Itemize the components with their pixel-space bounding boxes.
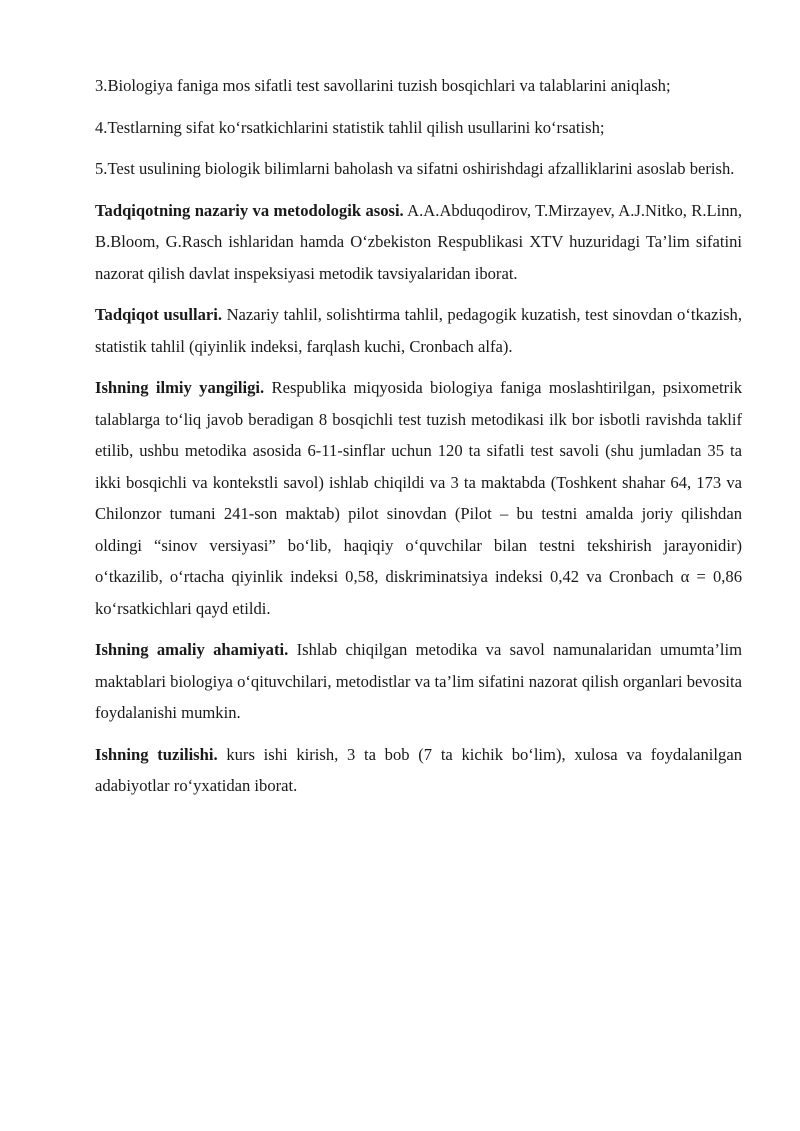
- section-text: Respublika miqyosida biologiya faniga moslashtirilgan, psixometrik talablarga to‘liq javob beradigan 8 bosqichli test tuzish metodikasi ilk bor isbotli ravishda taklif etilib, ushbu metodika asosida 6-11-sinflar uchun 120 ta sifatli test savoli (shu jumladan 35 ta ikki bosqichli va kontekstli savol) ishlab chiqildi va 3 ta maktabda (Toshkent shahar 64, 173 va Chilonzor tumani 241-son maktab) pilot sinovdan (Pilot – bu testni amalda joriy qilishdan oldingi “sinov versiyasi” bo‘lib, haqiqiy o‘quvchilar bilan testni tekshirish jarayonidir) o‘tkazilib, o‘rtacha qiyinlik indeksi 0,58, diskriminatsiya indeksi 0,42 va Cronbach α = 0,86 ko‘rsatkichlari qayd etildi.: [95, 378, 743, 618]
- section-heading: Tadqiqot usullari.: [95, 305, 223, 324]
- section-text: A.A.Abduqodirov, T.Mirzayev, A.J.Nitko, R.Linn, B.Bloom, G.Rasch ishlaridan hamda O‘zbekiston Respublikasi XTV huzuridagi Ta’lim sifatini nazorat qilish davlat inspeksiyasi metodik tavsiyalaridan iborat.: [95, 200, 742, 283]
- list-item-3: 3.Biologiya faniga mos sifatli test savollarini tuzish bosqichlari va talablarini aniqlash;: [95, 76, 671, 95]
- section-heading: Ishning amaliy ahamiyati.: [95, 640, 289, 659]
- list-item-4: 4.Testlarning sifat ko‘rsatkichlarini statistik tahlil qilish usullarini ko‘rsatish;: [95, 117, 605, 137]
- section-scientific-novelty: [95, 372, 742, 624]
- section-research-methods: [95, 299, 742, 362]
- section-heading: Ishning tuzilishi.: [95, 744, 218, 764]
- section-text: kurs ishi kirish, 3 ta bob (7 ta kichik bo‘lim), xulosa va foydalanilgan adabiyotlar ro‘yxatidan iborat.: [95, 744, 742, 795]
- section-text: Nazariy tahlil, solishtirma tahlil, pedagogik kuzatish, test sinovdan o‘tkazish, statistik tahlil (qiyinlik indeksi, farqlash kuchi, Cronbach alfa).: [95, 305, 742, 356]
- section-heading: Ishning ilmiy yangiligi.: [95, 378, 265, 397]
- section-methodological-basis: [95, 195, 742, 290]
- section-heading: Tadqiqotning nazariy va metodologik asosi.: [95, 200, 404, 220]
- section-practical-significance: [95, 634, 742, 729]
- list-item-5: 5.Test usulining biologik bilimlarni baholash va sifatni oshirishdagi afzalliklarini asoslab berish.: [95, 159, 735, 178]
- section-structure: [95, 739, 742, 802]
- section-text: Ishlab chiqilgan metodika va savol namunalaridan umumta’lim maktablari biologiya o‘qituvchilari, metodistlar va ta’lim sifatini nazorat qilish organlari bevosita foydalanishi mumkin.: [95, 640, 743, 722]
- document-page: [95, 70, 742, 812]
